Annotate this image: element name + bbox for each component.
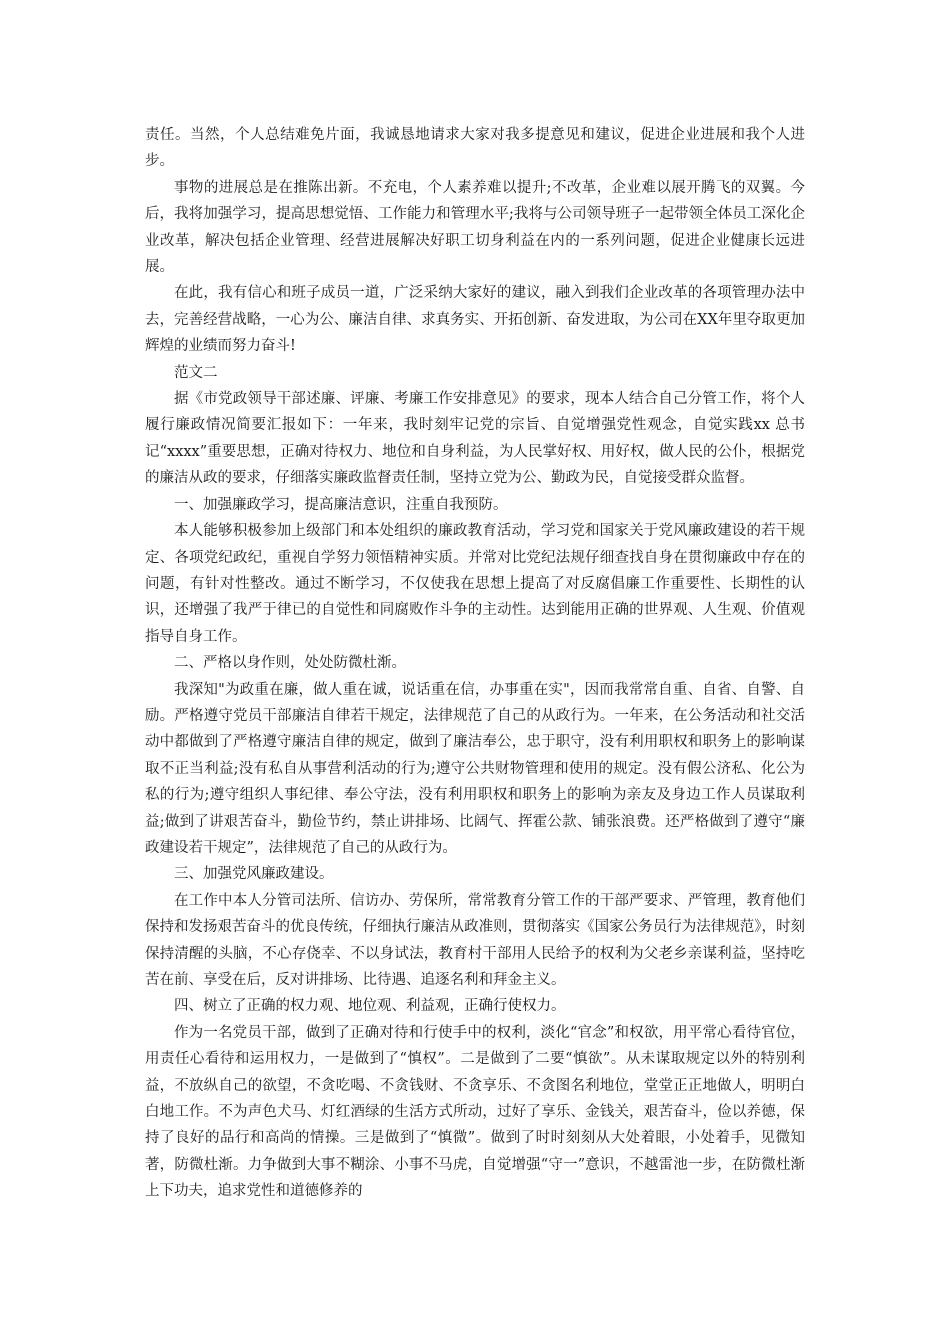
paragraph-7: 本人能够积极参加上级部门和本处组织的廉政教育活动，学习党和国家关于党风廉政建设的若干规定、各项党纪政纪，重视自学努力领悟精神实质。并常对比党纪法规仔细查找自身在贯彻廉政中存在的问题，有针对性整改。通过不断学习，不仅使我在思想上提高了对反腐倡廉工作重要性、长期性的认识，还增强了我严于律已的自觉性和同腐败作斗争的主动性。达到能用正确的世界观、人生观、价值观指导自身工作。 <box>145 523 805 645</box>
paragraph-2: 事物的进展总是在推陈出新。不充电，个人素养难以提升;不改革，企业难以展开腾飞的双翼。今后，我将加强学习，提高思想觉悟、工作能力和管理水平;我将与公司领导班子一起带领全体员工深化企业改革，解决包括企业管理、经营进展解决好职工切身利益在内的一系列问题，促进企业健康长远进展。 <box>145 179 805 276</box>
paragraph-11: 在工作中本人分管司法所、信访办、劳保所，常常教育分管工作的干部严要求、严管理，教育他们保持和发扬艰苦奋斗的优良传统，仔细执行廉洁从政准则，贯彻落实《国家公务员行为法律规范》，时刻保持清醒的头脑，不心存侥幸、不以身试法，教育村干部用人民给予的权利为父老乡亲谋利益，坚持吃苦在前、享受在后，反对讲排场、比待遇、追逐名利和拜金主义。 <box>145 892 805 988</box>
paragraph-13: 作为一名党员干部，做到了正确对待和行使手中的权利，淡化“官念”和权欲，用平常心看待官位，用责任心看待和运用权力，一是做到了“慎权”。二是做到了二要“慎欲”。从未谋取规定以外的特别利益，不放纵自己的欲望，不贪吃喝、不贪钱财、不贪享乐、不贪图名利地位，堂堂正正地做人，明明白白地工作。不为声色犬马、灯红酒绿的生活方式所动，过好了享乐、金钱关，艰苦奋斗，俭以养德，保持了良好的品行和高尚的情操。三是做到了“慎微”。做到了时时刻刻从大处着眼，小处着手，见微知著，防微杜渐。力争做到大事不糊涂、小事不马虎，自觉增强“守一”意识，不越雷池一步，在防微杜渐上下功夫，追求党性和道德修养的 <box>145 1024 805 1200</box>
paragraph-1: 责任。当然，个人总结难免片面，我诚恳地请求大家对我多提意见和建议，促进企业进展和我个人进步。 <box>145 127 805 170</box>
paragraph-5: 据《市党政领导干部述廉、评廉、考廉工作安排意见》的要求，现本人结合自己分管工作，将个人履行廉政情况简要汇报如下：一年来，我时刻牢记党的宗旨、自觉增强党性观念，自觉实践xx 总书记“xxxx”重要思想，正确对待权力、地位和自身利益，为人民掌好权、用好权，做人民的公仆，根据党的廉洁从政的要求，仔细落实廉政监督责任制，坚持立党为公、勤政为民，自觉接受群众监督。 <box>145 391 805 487</box>
section-heading-sample-two: 范文二 <box>174 364 218 381</box>
heading-point-four: 四、树立了正确的权力观、地位观、利益观，正确行使权力。 <box>174 998 566 1015</box>
heading-point-one: 一、加强廉政学习，提高廉洁意识，注重自我预防。 <box>174 496 508 513</box>
paragraph-9: 我深知"为政重在廉，做人重在诚，说话重在信，办事重在实"，因而我常常自重、自省、自警、自励。严格遵守党员干部廉洁自律若干规定，法律规范了自己的从政行为。一年来，在公务活动和社交活动中都做到了严格遵守廉洁自律的规定，做到了廉洁奉公，忠于职守，没有利用职权和职务上的影响谋取不正当利益;没有私自从事营利活动的行为;遵守公共财物管理和使用的规定。没有假公济私、化公为私的行为;遵守组织人事纪律、奉公守法，没有利用职权和职务上的影响为亲友及身边工作人员谋取利益;做到了讲艰苦奋斗，勤俭节约，禁止讲排场、比阔气、挥霍公款、铺张浪费。还严格做到了遵守“廉政建设若干规定”，法律规范了自己的从政行为。 <box>145 681 805 856</box>
heading-point-three: 三、加强党风廉政建设。 <box>174 866 334 883</box>
paragraph-3: 在此，我有信心和班子成员一道，广泛采纳大家好的建议，融入到我们企业改革的各项管理办法中去，完善经营战略，一心为公、廉洁自律、求真务实、开拓创新、奋发进取，为公司在XX年里夺取更加辉煌的业绩而努力奋斗! <box>145 285 805 355</box>
document-body <box>145 122 805 1205</box>
heading-point-two: 二、严格以身作则，处处防微杜渐。 <box>174 655 406 672</box>
